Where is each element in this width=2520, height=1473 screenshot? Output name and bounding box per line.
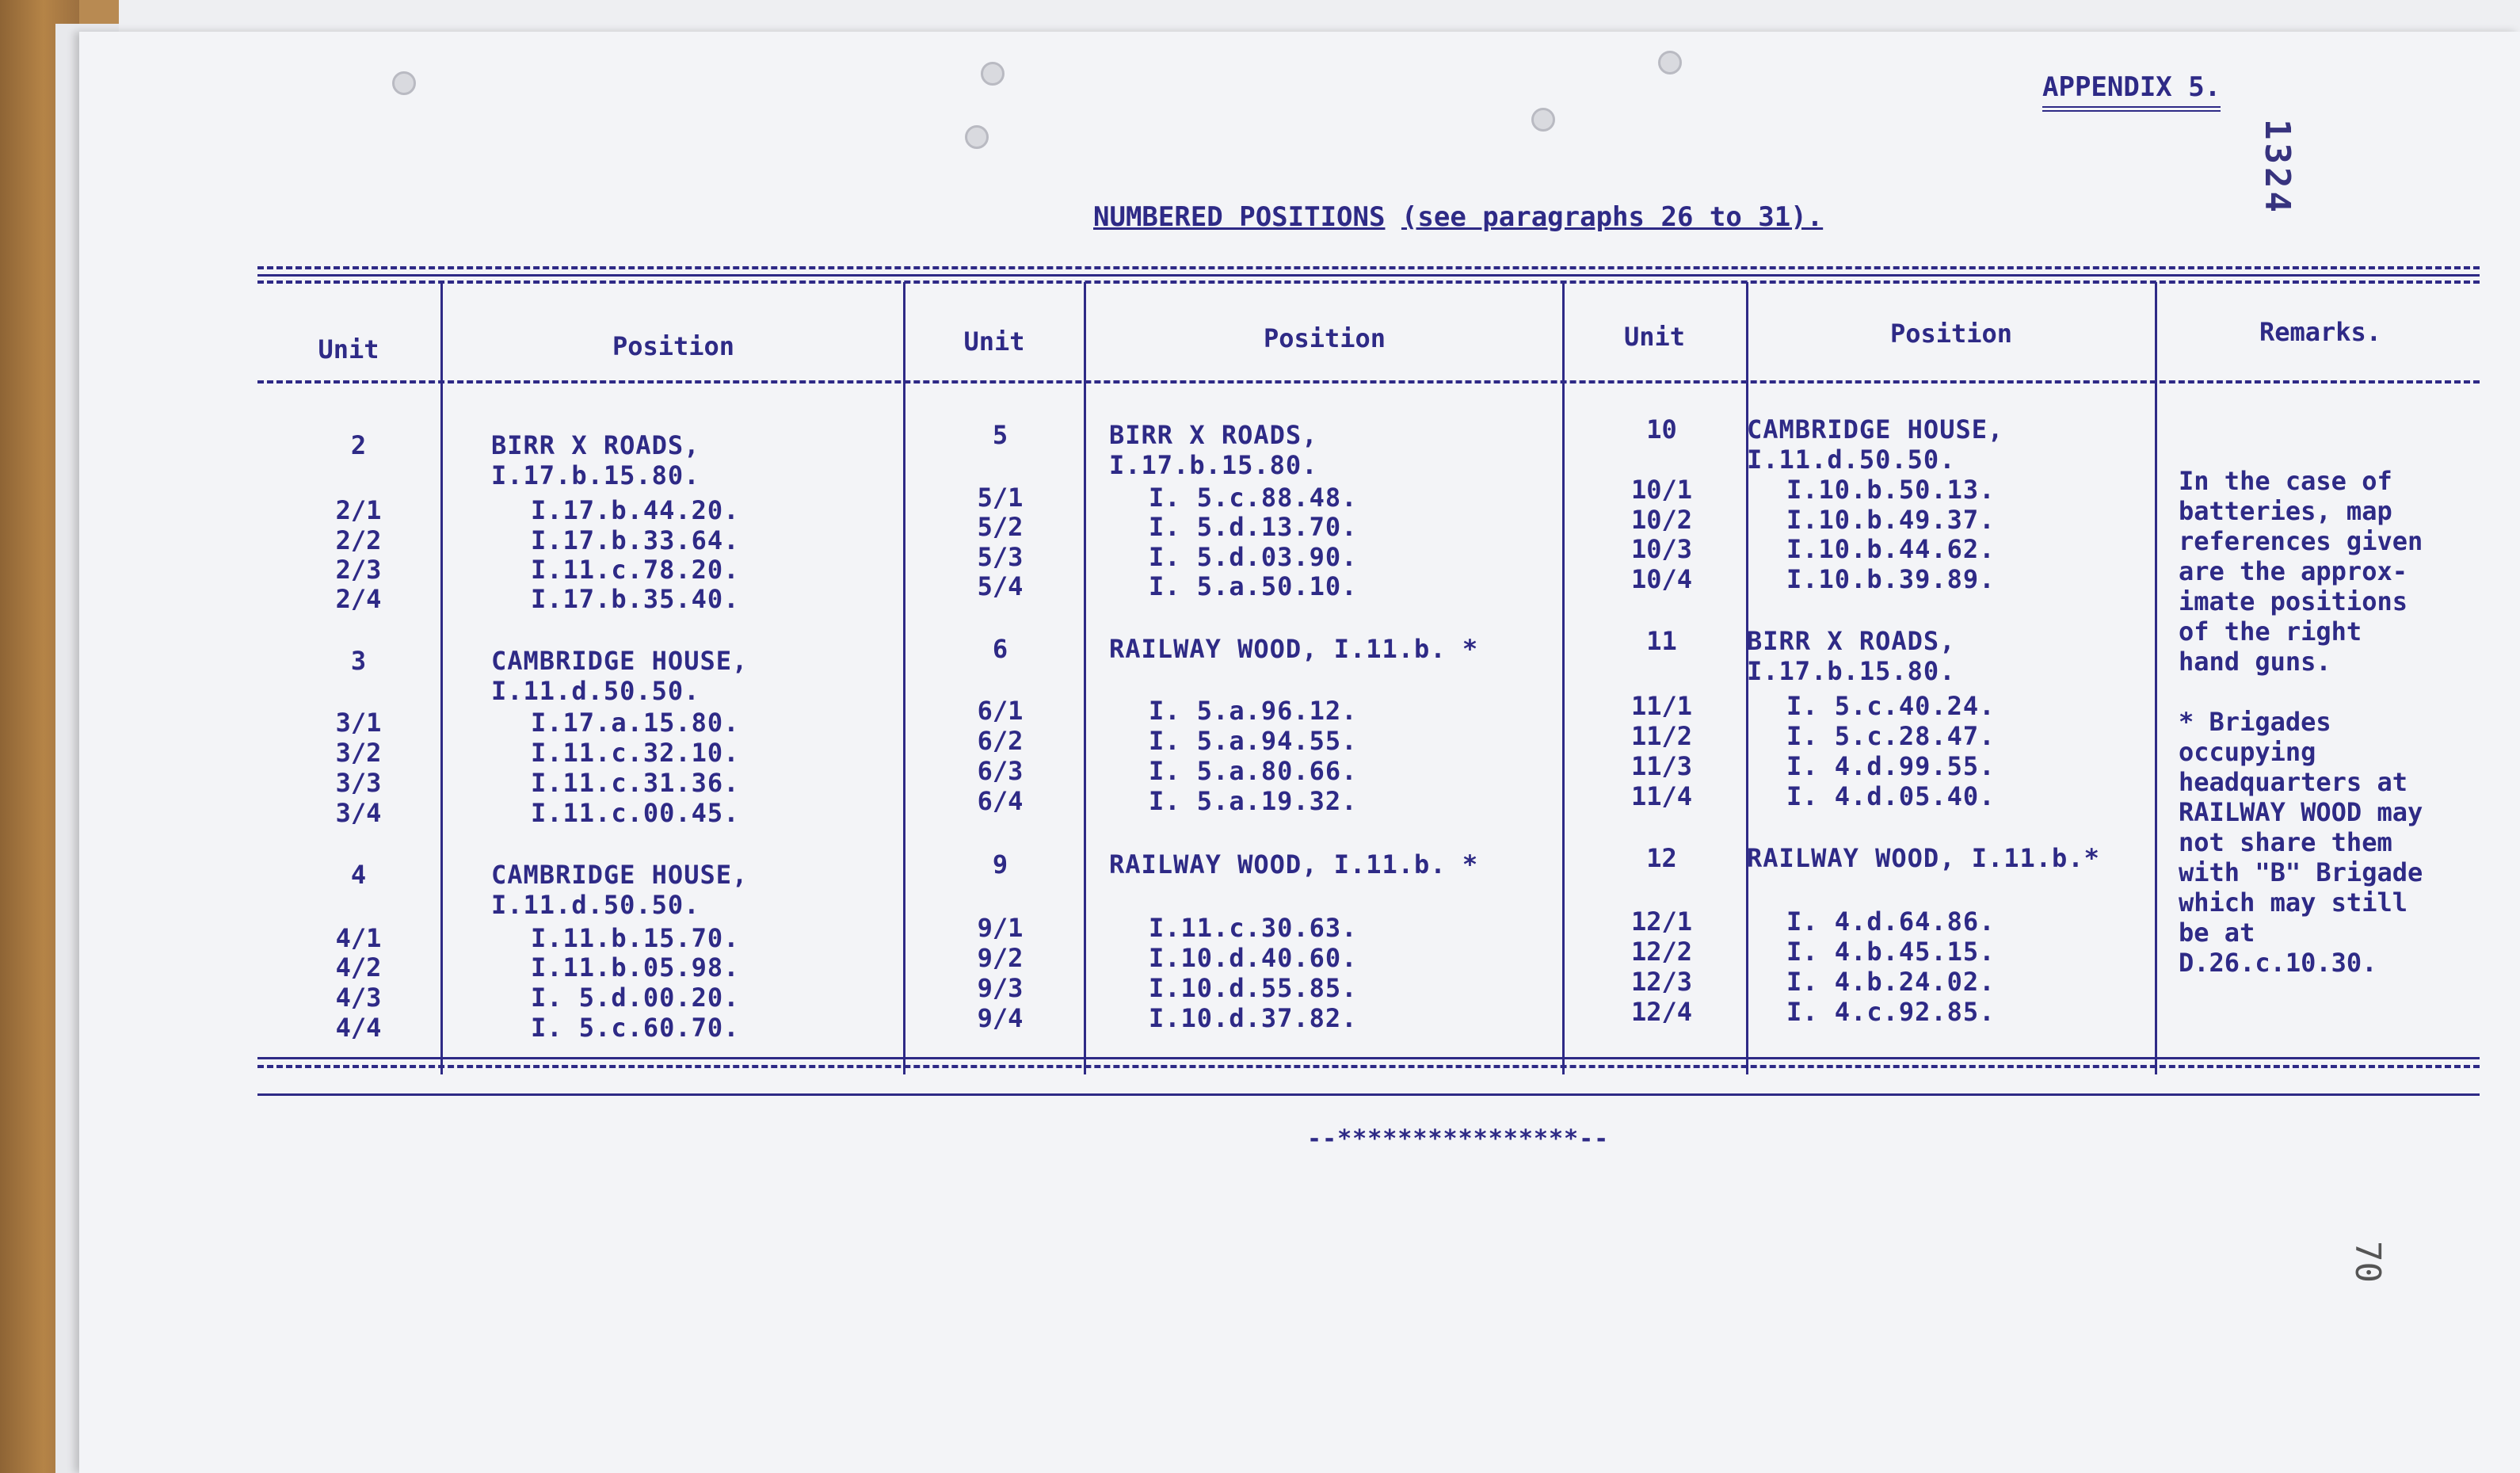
unit-cell: 3/3 bbox=[335, 768, 382, 798]
unit-cell: 11/4 bbox=[1630, 781, 1693, 811]
position-cell: I.10.d.55.85. bbox=[1149, 973, 1358, 1003]
position-cell: I.10.b.50.13. bbox=[1786, 475, 1996, 505]
position-cell: I.11.c.30.63. bbox=[1149, 913, 1358, 943]
position-cell: I. 5.c.28.47. bbox=[1786, 721, 1996, 751]
end-mark: --****************-- bbox=[1307, 1125, 1610, 1153]
position-cell: I. 5.a.50.10. bbox=[1149, 571, 1358, 601]
position-cell: I.17.a.15.80. bbox=[531, 708, 740, 738]
position-cell: I.10.d.37.82. bbox=[1149, 1003, 1358, 1033]
title-main: NUMBERED POSITIONS bbox=[1093, 201, 1386, 233]
page-number: 70 bbox=[2347, 1241, 2388, 1283]
unit-cell: 9/1 bbox=[977, 913, 1024, 943]
unit-cell: 10/1 bbox=[1630, 475, 1693, 505]
punch-hole bbox=[392, 71, 416, 95]
unit-cell: 3/1 bbox=[335, 708, 382, 738]
position-cell: RAILWAY WOOD, I.11.b. * bbox=[1109, 849, 1479, 880]
position-cell: I.11.c.00.45. bbox=[531, 798, 740, 828]
position-cell: CAMBRIDGE HOUSE, I.11.d.50.50. bbox=[491, 646, 749, 706]
position-cell: I.11.b.15.70. bbox=[531, 923, 740, 953]
unit-cell: 2/1 bbox=[335, 495, 382, 525]
position-cell: I.11.b.05.98. bbox=[531, 952, 740, 983]
unit-cell: 4/4 bbox=[335, 1013, 382, 1043]
position-cell: I.17.b.44.20. bbox=[531, 495, 740, 525]
unit-cell: 5/3 bbox=[977, 542, 1024, 572]
unit-cell: 10/4 bbox=[1630, 564, 1693, 594]
unit-cell: 6/2 bbox=[977, 726, 1024, 756]
unit-cell: 3 bbox=[350, 646, 367, 676]
position-cell: I. 5.c.88.48. bbox=[1149, 483, 1358, 513]
position-cell: BIRR X ROADS, I.17.b.15.80. bbox=[491, 430, 700, 490]
header-remarks: Remarks. bbox=[2259, 317, 2382, 347]
position-cell: I.17.b.33.64. bbox=[531, 525, 740, 555]
position-cell: CAMBRIDGE HOUSE, I.11.d.50.50. bbox=[1747, 414, 2004, 475]
position-cell: I.17.b.35.40. bbox=[531, 584, 740, 614]
unit-cell: 6/3 bbox=[977, 756, 1024, 786]
position-cell: I. 4.c.92.85. bbox=[1786, 997, 1996, 1027]
unit-cell: 10 bbox=[1646, 414, 1677, 445]
unit-cell: 2/2 bbox=[335, 525, 382, 555]
position-cell: BIRR X ROADS, I.17.b.15.80. bbox=[1747, 626, 1956, 686]
position-cell: I. 4.d.99.55. bbox=[1786, 751, 1996, 781]
unit-cell: 11/3 bbox=[1630, 751, 1693, 781]
position-cell: I. 4.d.05.40. bbox=[1786, 781, 1996, 811]
table-bottom-rule-3 bbox=[257, 1093, 2480, 1096]
position-cell: I.10.b.49.37. bbox=[1786, 505, 1996, 535]
column-divider bbox=[1562, 282, 1565, 1074]
header-position-1: Position bbox=[612, 331, 735, 361]
position-cell: RAILWAY WOOD, I.11.b. * bbox=[1109, 634, 1479, 664]
unit-cell: 11/1 bbox=[1630, 691, 1693, 721]
punch-hole bbox=[981, 62, 1005, 86]
position-cell: I.10.b.44.62. bbox=[1786, 534, 1996, 564]
unit-cell: 2 bbox=[350, 430, 367, 460]
position-cell: I.11.c.78.20. bbox=[531, 555, 740, 585]
unit-cell: 10/2 bbox=[1630, 505, 1693, 535]
position-cell: I. 5.c.40.24. bbox=[1786, 691, 1996, 721]
unit-cell: 10/3 bbox=[1630, 534, 1693, 564]
header-unit-2: Unit bbox=[963, 326, 1025, 357]
unit-cell: 12/1 bbox=[1630, 906, 1693, 937]
header-unit-1: Unit bbox=[318, 334, 379, 364]
position-cell: I. 4.b.45.15. bbox=[1786, 937, 1996, 967]
table-top-rule-2 bbox=[257, 274, 2480, 277]
unit-cell: 2/3 bbox=[335, 555, 382, 585]
position-cell: I. 4.d.64.86. bbox=[1786, 906, 1996, 937]
unit-cell: 5/2 bbox=[977, 512, 1024, 542]
title-reference: (see paragraphs 26 to 31). bbox=[1401, 201, 1824, 233]
remarks-text: In the case of batteries, map references given are the approx- imate positions of the right hand guns. * Brigades occupying headquarters at RAILWAY WOOD may not share them with "B" Brigade which may still be at D.26.c.10.30. bbox=[2179, 466, 2423, 978]
unit-cell: 6 bbox=[992, 634, 1008, 664]
unit-cell: 6/4 bbox=[977, 786, 1024, 816]
appendix-label: APPENDIX 5. bbox=[2042, 71, 2221, 112]
position-cell: I. 5.a.96.12. bbox=[1149, 696, 1358, 726]
position-cell: I. 5.d.13.70. bbox=[1149, 512, 1358, 542]
header-position-3: Position bbox=[1889, 319, 2013, 349]
column-divider bbox=[2155, 282, 2157, 1074]
unit-cell: 9/4 bbox=[977, 1003, 1024, 1033]
folio-number: 1324 bbox=[2257, 119, 2297, 216]
unit-cell: 12 bbox=[1646, 843, 1677, 873]
position-cell: I.11.c.32.10. bbox=[531, 738, 740, 768]
header-unit-3: Unit bbox=[1623, 322, 1686, 352]
position-cell: I. 5.d.00.20. bbox=[531, 983, 740, 1013]
unit-cell: 12/3 bbox=[1630, 967, 1693, 997]
position-cell: BIRR X ROADS, I.17.b.15.80. bbox=[1109, 420, 1318, 480]
position-cell: I. 5.d.03.90. bbox=[1149, 542, 1358, 572]
position-cell: CAMBRIDGE HOUSE, I.11.d.50.50. bbox=[491, 860, 749, 920]
position-cell: I. 5.a.80.66. bbox=[1149, 756, 1358, 786]
position-cell: I. 4.b.24.02. bbox=[1786, 967, 1996, 997]
document-title bbox=[1093, 201, 1823, 233]
unit-cell: 3/2 bbox=[335, 738, 382, 768]
punch-hole bbox=[1531, 108, 1555, 132]
top-paper-strip bbox=[119, 0, 2520, 33]
position-cell: I. 5.a.19.32. bbox=[1149, 786, 1358, 816]
unit-cell: 4/2 bbox=[335, 952, 382, 983]
table-top-rule bbox=[257, 266, 2480, 269]
position-cell: I.11.c.31.36. bbox=[531, 768, 740, 798]
punch-hole bbox=[965, 125, 989, 149]
unit-cell: 5/4 bbox=[977, 571, 1024, 601]
position-cell: RAILWAY WOOD, I.11.b.* bbox=[1747, 843, 2100, 873]
punch-hole bbox=[1658, 51, 1682, 74]
unit-cell: 12/2 bbox=[1630, 937, 1693, 967]
position-cell: I.10.b.39.89. bbox=[1786, 564, 1996, 594]
unit-cell: 12/4 bbox=[1630, 997, 1693, 1027]
unit-cell: 5 bbox=[992, 420, 1008, 450]
unit-cell: 11 bbox=[1646, 626, 1677, 656]
column-divider bbox=[903, 282, 905, 1074]
unit-cell: 4/1 bbox=[335, 923, 382, 953]
table-top-rule-3 bbox=[257, 280, 2480, 284]
table-bottom-rule-2 bbox=[257, 1065, 2480, 1068]
appendix-heading bbox=[2042, 71, 2221, 103]
unit-cell: 6/1 bbox=[977, 696, 1024, 726]
unit-cell: 11/2 bbox=[1630, 721, 1693, 751]
header-position-2: Position bbox=[1263, 323, 1386, 353]
position-cell: I. 5.a.94.55. bbox=[1149, 726, 1358, 756]
table-bottom-rule bbox=[257, 1057, 2480, 1059]
unit-cell: 3/4 bbox=[335, 798, 382, 828]
position-cell: I. 5.c.60.70. bbox=[531, 1013, 740, 1043]
unit-cell: 4/3 bbox=[335, 983, 382, 1013]
position-cell: I.10.d.40.60. bbox=[1149, 943, 1358, 973]
unit-cell: 9/3 bbox=[977, 973, 1024, 1003]
unit-cell: 4 bbox=[350, 860, 367, 890]
unit-cell: 9/2 bbox=[977, 943, 1024, 973]
unit-cell: 2/4 bbox=[335, 584, 382, 614]
header-rule bbox=[257, 380, 2480, 384]
unit-cell: 5/1 bbox=[977, 483, 1024, 513]
unit-cell: 9 bbox=[992, 849, 1008, 880]
